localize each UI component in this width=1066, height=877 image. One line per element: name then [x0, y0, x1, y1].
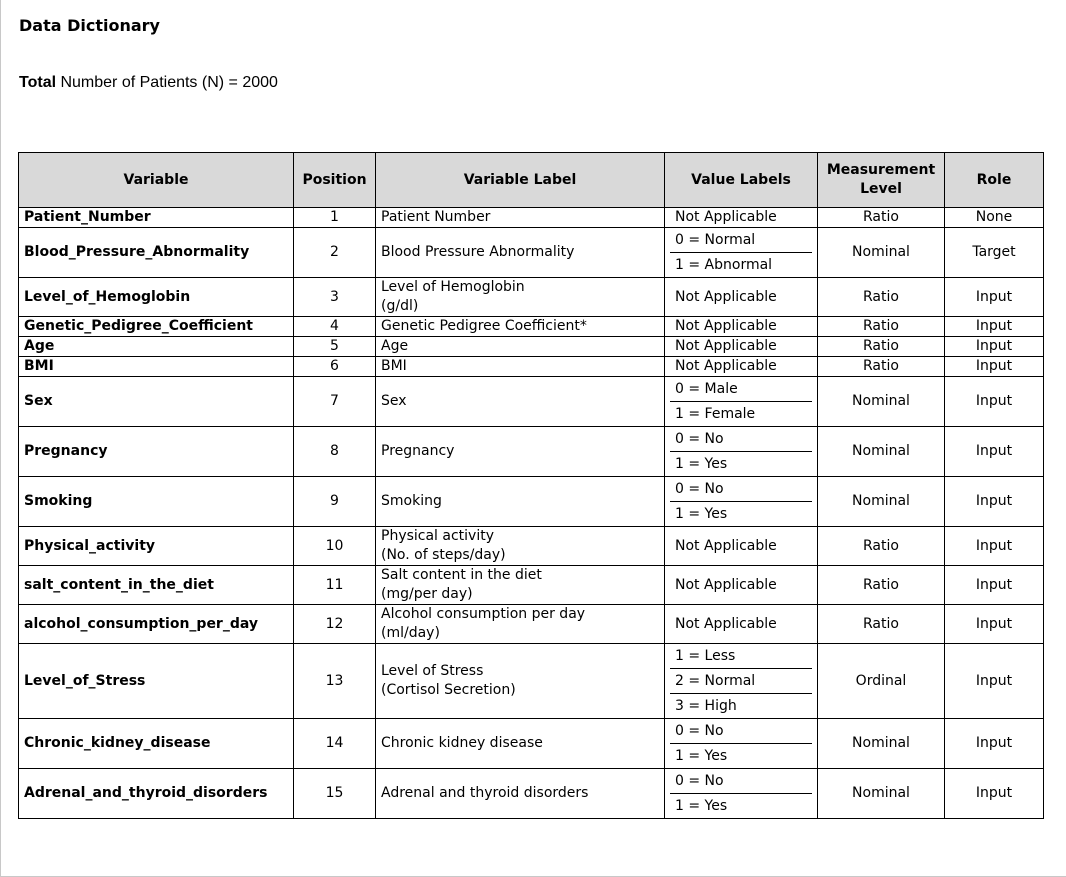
- position-cell: 9: [294, 477, 376, 527]
- variable-name-cell: Level_of_Stress: [19, 644, 294, 719]
- value-labels-cell: [665, 566, 818, 605]
- position-cell: 2: [294, 228, 376, 278]
- position-cell: 11: [294, 566, 376, 605]
- table-row: [19, 477, 1044, 527]
- variable-label-cell: [376, 317, 665, 337]
- measurement-level-cell: Ratio: [818, 566, 945, 605]
- value-label: Not Applicable: [675, 288, 777, 305]
- value-labels-cell: [665, 605, 818, 644]
- value-labels-cell: [665, 769, 818, 819]
- table-body: [19, 208, 1044, 819]
- position-cell: 13: [294, 644, 376, 719]
- variable-label-line: (mg/per day): [381, 586, 473, 602]
- position-cell: 1: [294, 208, 376, 228]
- role-cell: Input: [945, 566, 1044, 605]
- value-label: 0 = No: [675, 723, 724, 739]
- variable-label-cell: [376, 566, 665, 605]
- measurement-level-cell: Nominal: [818, 719, 945, 769]
- variable-label-line: (ml/day): [381, 625, 440, 641]
- measurement-level-cell: Nominal: [818, 769, 945, 819]
- variable-name-cell: alcohol_consumption_per_day: [19, 605, 294, 644]
- total-value-text: Number of Patients (N) = 2000: [56, 74, 278, 91]
- position-cell: 14: [294, 719, 376, 769]
- value-label: 1 = Yes: [670, 793, 812, 818]
- value-label: 2 = Normal: [670, 668, 812, 693]
- header-position: Position: [294, 153, 376, 208]
- value-label: 1 = Yes: [670, 451, 812, 476]
- variable-label-cell: [376, 228, 665, 278]
- variable-label-line: Physical activity: [381, 528, 495, 544]
- position-cell: 6: [294, 357, 376, 377]
- position-cell: 7: [294, 377, 376, 427]
- value-label: Not Applicable: [675, 318, 777, 334]
- table-row: [19, 357, 1044, 377]
- variable-name-cell: Genetic_Pedigree_Coefficient: [19, 317, 294, 337]
- variable-label-line: Age: [381, 338, 409, 354]
- measurement-level-cell: Ratio: [818, 208, 945, 228]
- role-cell: Input: [945, 605, 1044, 644]
- table-row: [19, 605, 1044, 644]
- variable-name-cell: Smoking: [19, 477, 294, 527]
- header-value-labels: Value Labels: [665, 153, 818, 208]
- variable-label-line: Genetic Pedigree Coefficient*: [381, 318, 587, 334]
- value-labels-cell: [665, 208, 818, 228]
- variable-label-line: Level of Stress: [381, 663, 484, 679]
- variable-label-cell: [376, 208, 665, 228]
- value-labels-cell: [665, 719, 818, 769]
- value-label: 1 = Yes: [670, 743, 812, 768]
- header-variable-label: Variable Label: [376, 153, 665, 208]
- role-cell: None: [945, 208, 1044, 228]
- measurement-level-cell: Ordinal: [818, 644, 945, 719]
- variable-name-cell: salt_content_in_the_diet: [19, 566, 294, 605]
- value-labels-cell: [665, 317, 818, 337]
- role-cell: Input: [945, 527, 1044, 566]
- table-row: [19, 228, 1044, 278]
- value-labels-cell: [665, 228, 818, 278]
- role-cell: Input: [945, 769, 1044, 819]
- measurement-level-cell: Ratio: [818, 527, 945, 566]
- variable-name-cell: Blood_Pressure_Abnormality: [19, 228, 294, 278]
- role-cell: Input: [945, 278, 1044, 317]
- variable-label-cell: [376, 769, 665, 819]
- variable-label-line: (g/dl): [381, 298, 419, 314]
- table-row: [19, 278, 1044, 317]
- value-label: 0 = No: [675, 481, 724, 497]
- measurement-level-cell: Nominal: [818, 427, 945, 477]
- header-role: Role: [945, 153, 1044, 208]
- variable-name-cell: Level_of_Hemoglobin: [19, 278, 294, 317]
- table-row: [19, 337, 1044, 357]
- variable-label-cell: [376, 527, 665, 566]
- variable-label-cell: [376, 644, 665, 719]
- value-label: Not Applicable: [675, 338, 777, 354]
- variable-name-cell: Adrenal_and_thyroid_disorders: [19, 769, 294, 819]
- measurement-level-cell: Ratio: [818, 605, 945, 644]
- value-label: 0 = No: [675, 773, 724, 789]
- value-label: Not Applicable: [675, 615, 777, 632]
- variable-label-line: Sex: [381, 393, 407, 409]
- role-cell: Input: [945, 427, 1044, 477]
- table-row: [19, 769, 1044, 819]
- value-labels-cell: [665, 357, 818, 377]
- value-label: 1 = Female: [670, 401, 812, 426]
- table-row: [19, 566, 1044, 605]
- measurement-level-cell: Nominal: [818, 477, 945, 527]
- value-labels-cell: [665, 527, 818, 566]
- value-label: 1 = Yes: [670, 501, 812, 526]
- value-label: 0 = Normal: [675, 232, 756, 248]
- table-row: [19, 377, 1044, 427]
- page-title: Data Dictionary: [19, 16, 160, 35]
- value-labels-cell: [665, 337, 818, 357]
- value-labels-cell: [665, 278, 818, 317]
- variable-name-cell: Pregnancy: [19, 427, 294, 477]
- variable-label-line: Salt content in the diet: [381, 567, 542, 583]
- variable-label-line: Level of Hemoglobin: [381, 279, 525, 295]
- table-header-row: [19, 153, 1044, 208]
- value-labels-cell: [665, 377, 818, 427]
- variable-label-line: Alcohol consumption per day: [381, 606, 586, 622]
- variable-label-cell: [376, 477, 665, 527]
- value-labels-cell: [665, 477, 818, 527]
- variable-name-cell: BMI: [19, 357, 294, 377]
- total-label: Total: [19, 74, 57, 91]
- value-label: 3 = High: [670, 693, 812, 718]
- value-label: 1 = Abnormal: [670, 252, 812, 277]
- measurement-level-cell: Nominal: [818, 228, 945, 278]
- value-label: Not Applicable: [675, 358, 777, 374]
- position-cell: 4: [294, 317, 376, 337]
- role-cell: Input: [945, 377, 1044, 427]
- table-row: [19, 719, 1044, 769]
- value-label: Not Applicable: [675, 576, 777, 593]
- variable-label-cell: [376, 377, 665, 427]
- value-label: 0 = Male: [675, 381, 738, 397]
- value-label: Not Applicable: [675, 537, 777, 554]
- variable-label-line: (Cortisol Secretion): [381, 682, 516, 698]
- variable-label-line: (No. of steps/day): [381, 547, 506, 563]
- table-row: [19, 527, 1044, 566]
- position-cell: 8: [294, 427, 376, 477]
- role-cell: Input: [945, 719, 1044, 769]
- value-labels-cell: [665, 644, 818, 719]
- position-cell: 3: [294, 278, 376, 317]
- variable-label-line: Patient Number: [381, 209, 491, 225]
- table-row: [19, 317, 1044, 337]
- variable-label-cell: [376, 427, 665, 477]
- variable-label-cell: [376, 357, 665, 377]
- total-patients-line: [19, 74, 278, 92]
- variable-label-line: Chronic kidney disease: [381, 735, 543, 751]
- measurement-level-cell: Ratio: [818, 317, 945, 337]
- variable-name-cell: Physical_activity: [19, 527, 294, 566]
- value-label: 0 = No: [675, 431, 724, 447]
- variable-label-cell: [376, 605, 665, 644]
- measurement-level-cell: Ratio: [818, 357, 945, 377]
- measurement-level-cell: Ratio: [818, 278, 945, 317]
- header-measurement-level: Measurement Level: [818, 153, 945, 208]
- value-labels-cell: [665, 427, 818, 477]
- position-cell: 10: [294, 527, 376, 566]
- variable-label-line: Smoking: [381, 493, 442, 509]
- variable-name-cell: Chronic_kidney_disease: [19, 719, 294, 769]
- variable-label-line: Adrenal and thyroid disorders: [381, 785, 589, 801]
- variable-label-cell: [376, 278, 665, 317]
- variable-label-cell: [376, 719, 665, 769]
- position-cell: 5: [294, 337, 376, 357]
- variable-name-cell: Age: [19, 337, 294, 357]
- table-row: [19, 208, 1044, 228]
- variable-label-line: Pregnancy: [381, 443, 455, 459]
- value-label: 1 = Less: [675, 648, 736, 664]
- value-label: Not Applicable: [675, 209, 777, 225]
- role-cell: Input: [945, 357, 1044, 377]
- variable-name-cell: Sex: [19, 377, 294, 427]
- role-cell: Input: [945, 477, 1044, 527]
- variable-name-cell: Patient_Number: [19, 208, 294, 228]
- variable-label-line: Blood Pressure Abnormality: [381, 244, 575, 260]
- variable-label-cell: [376, 337, 665, 357]
- header-variable: Variable: [19, 153, 294, 208]
- variable-label-line: BMI: [381, 358, 407, 374]
- measurement-level-cell: Nominal: [818, 377, 945, 427]
- role-cell: Target: [945, 228, 1044, 278]
- position-cell: 12: [294, 605, 376, 644]
- data-dictionary-table: [18, 152, 1044, 819]
- table-row: [19, 644, 1044, 719]
- position-cell: 15: [294, 769, 376, 819]
- role-cell: Input: [945, 644, 1044, 719]
- role-cell: Input: [945, 317, 1044, 337]
- measurement-level-cell: Ratio: [818, 337, 945, 357]
- role-cell: Input: [945, 337, 1044, 357]
- table-row: [19, 427, 1044, 477]
